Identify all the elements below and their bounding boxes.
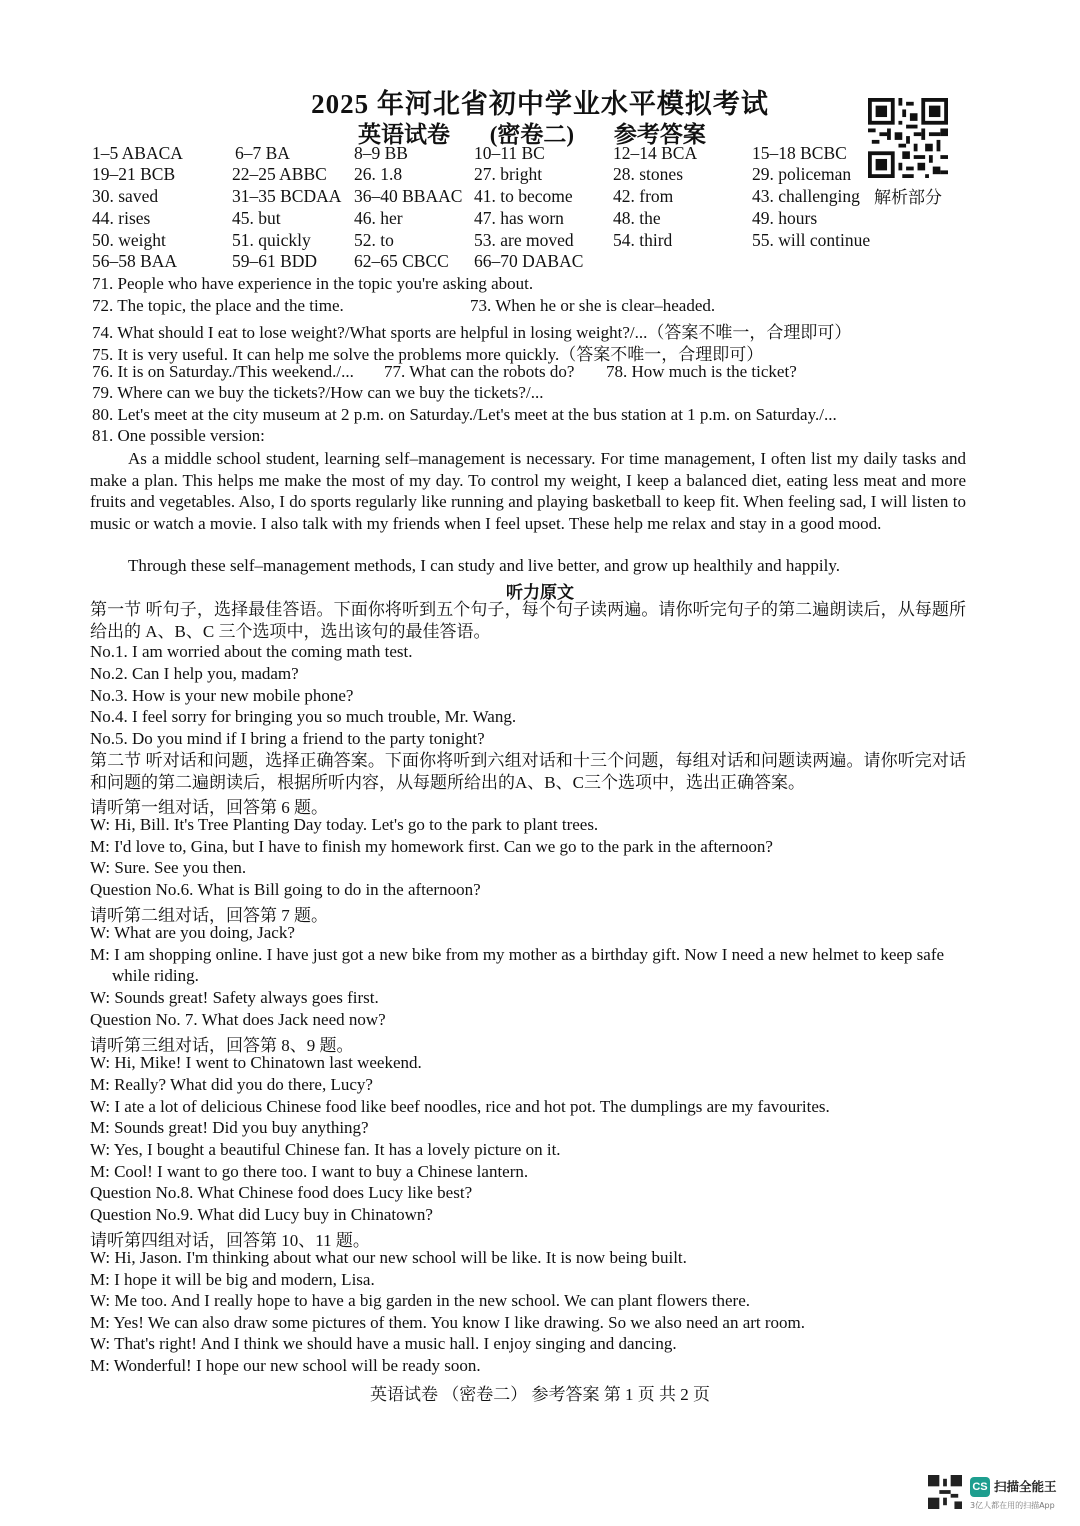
transcript-line: 请听第一组对话，回答第 6 题。 <box>90 798 328 817</box>
answer-74: 74. What should I eat to lose weight?/What sports are helpful in losing weight?/...（答案不唯一，合理即可） <box>92 323 852 342</box>
page-title: 2025 年河北省初中学业水平模拟考试 <box>311 89 769 119</box>
scanner-logo-badge: CS <box>970 1477 990 1497</box>
answer-78: 78. How much is the ticket? <box>606 362 797 381</box>
transcript-line: No.1. I am worried about the coming math test. <box>90 642 413 661</box>
listening-heading: 听力原文 <box>506 583 574 602</box>
transcript-line: No.2. Can I help you, madam? <box>90 664 299 683</box>
transcript-line: W: What are you doing, Jack? <box>90 923 295 942</box>
transcript-line: 请听第三组对话，回答第 8、9 题。 <box>90 1036 354 1055</box>
transcript-line: W: That's right! And I think we should have a music hall. I enjoy singing and dancing. <box>90 1334 677 1353</box>
transcript-line: W: Sure. See you then. <box>90 858 247 877</box>
transcript-line: No.5. Do you mind if I bring a friend to the party tonight? <box>90 729 485 748</box>
essay-paragraph-1: As a middle school student, learning self–management is necessary. For time management, I often list my daily tasks and make a plan. This helps me make the most of my day. To control my weight, I keep a balanced diet, eating less meat and more fruits and vegetables. Also, I do sports regularly like running and playing basketball to keep fit. When feeling sad, I will listen to music or watch a movie. I also talk with my friends when I feel upset. These help me relax and stay in a good mood. <box>90 449 966 533</box>
listening-section-1: 第一节 听句子，选择最佳答语。下面你将听到五个句子，每个句子读两遍。请你听完句子的第二遍朗读后，从每题所给出的 A、B、C 三个选项中，选出该句的最佳答语。 <box>90 600 966 641</box>
watermark-qr-icon <box>928 1475 962 1509</box>
answer-item: 50. weight <box>92 230 166 250</box>
transcript-line: W: Sounds great! Safety always goes first. <box>90 988 379 1007</box>
transcript-line: M: Cool! I want to go there too. I want to buy a Chinese lantern. <box>90 1162 529 1181</box>
answer-item: 28. stones <box>613 164 683 184</box>
transcript-line: No.4. I feel sorry for bringing you so much trouble, Mr. Wang. <box>90 707 517 726</box>
transcript-line: W: Me too. And I really hope to have a big garden in the new school. We can plant flowers there. <box>90 1291 751 1310</box>
answer-item: 12–14 BCA <box>613 143 698 163</box>
answer-item: 62–65 CBCC <box>354 251 449 271</box>
answer-71: 71. People who have experience in the topic you're asking about. <box>92 274 534 293</box>
answer-item: 66–70 DABAC <box>474 251 584 271</box>
answer-81: 81. One possible version: <box>92 426 265 445</box>
answer-item: 30. saved <box>92 186 159 206</box>
page-footer: 英语试卷 （密卷二） 参考答案 第 1 页 共 2 页 <box>370 1385 710 1404</box>
answer-item: 26. 1.8 <box>354 164 403 184</box>
answer-item: 15–18 BCBC <box>752 143 847 163</box>
answer-item: 8–9 BB <box>354 143 408 163</box>
answer-item: 42. from <box>613 186 674 206</box>
transcript-line: W: Hi, Bill. It's Tree Planting Day today. Let's go to the park to plant trees. <box>90 815 599 834</box>
transcript-line: M: Really? What did you do there, Lucy? <box>90 1075 373 1094</box>
answer-72: 72. The topic, the place and the time. <box>92 296 344 315</box>
subtitle-paper: (密卷二) <box>489 122 575 147</box>
answer-80: 80. Let's meet at the city museum at 2 p.m. on Saturday./Let's meet at the bus station at 1 p.m. on Saturday./... <box>92 405 837 424</box>
answer-item: 29. policeman <box>752 164 852 184</box>
transcript-line: Question No.6. What is Bill going to do in the afternoon? <box>90 880 481 899</box>
answer-73: 73. When he or she is clear–headed. <box>470 296 716 315</box>
answer-item: 19–21 BCB <box>92 164 176 184</box>
answer-item: 36–40 BBAAC <box>354 186 463 206</box>
answer-item: 49. hours <box>752 208 818 228</box>
answer-item: 41. to become <box>474 186 573 206</box>
transcript-line: Question No.8. What Chinese food does Lucy like best? <box>90 1183 473 1202</box>
answer-item: 55. will continue <box>752 230 871 250</box>
scanner-tagline: 3亿人都在用的扫描App <box>970 1501 1055 1510</box>
transcript-line: W: Yes, I bought a beautiful Chinese fan. It has a lovely picture on it. <box>90 1140 561 1159</box>
answer-item: 45. but <box>232 208 281 228</box>
answer-item: 1–5 ABACA <box>92 143 183 163</box>
essay-paragraph-2: Through these self–management methods, I can study and live better, and grow up healthily and happily. <box>128 556 841 575</box>
answer-item: 31–35 BCDAA <box>232 186 342 206</box>
subtitle-answer: 参考答案 <box>613 122 706 147</box>
transcript-line: Question No.9. What did Lucy buy in Chinatown? <box>90 1205 433 1224</box>
answer-item: 52. to <box>354 230 394 250</box>
transcript-line: 请听第四组对话，回答第 10、11 题。 <box>90 1231 370 1250</box>
answer-item: 43. challenging <box>752 186 860 206</box>
answer-79: 79. Where can we buy the tickets?/How can we buy the tickets?/... <box>92 383 544 402</box>
answer-item: 48. the <box>613 208 661 228</box>
answer-item: 47. has worn <box>474 208 564 228</box>
transcript-line: M: I hope it will be big and modern, Lisa. <box>90 1270 375 1289</box>
answer-item: 54. third <box>613 230 673 250</box>
answer-item: 59–61 BDD <box>232 251 318 271</box>
subtitle-subject: 英语试卷 <box>358 122 450 147</box>
transcript-line: No.3. How is your new mobile phone? <box>90 686 354 705</box>
answer-76: 76. It is on Saturday./This weekend./... <box>92 362 354 381</box>
answer-item: 6–7 BA <box>235 143 290 163</box>
qr-caption: 解析部分 <box>874 188 942 207</box>
listening-section-2: 第二节 听对话和问题，选择正确答案。下面你将听到六组对话和十三个问题，每组对话和问题读两遍。请你听完对话和问题的第二遍朗读后，根据所听内容，从每题所给出的A、B、C三个选项中，选出正确答案。 <box>90 751 966 792</box>
answer-item: 51. quickly <box>232 230 311 250</box>
answer-item: 44. rises <box>92 208 151 228</box>
answer-item: 46. her <box>354 208 403 228</box>
transcript-line: M: Yes! We can also draw some pictures of them. You know I like drawing. So we also need an art room. <box>90 1313 806 1332</box>
transcript-line: M: I am shopping online. I have just got a new bike from my mother as a birthday gift. Now I need a new helmet to keep safe <box>90 945 945 964</box>
answer-item: 53. are moved <box>474 230 574 250</box>
transcript-line: 请听第二组对话，回答第 7 题。 <box>90 906 328 925</box>
transcript-line: Question No. 7. What does Jack need now? <box>90 1010 386 1029</box>
scanner-app-name: 扫描全能王 <box>994 1479 1057 1494</box>
transcript-line: W: Hi, Jason. I'm thinking about what our new school will be like. It is now being built. <box>90 1248 687 1267</box>
answer-77: 77. What can the robots do? <box>384 362 575 381</box>
transcript-line: while riding. <box>112 966 199 985</box>
transcript-line: M: Sounds great! Did you buy anything? <box>90 1118 369 1137</box>
answer-item: 27. bright <box>474 164 543 184</box>
transcript-line: M: I'd love to, Gina, but I have to finish my homework first. Can we go to the park in the afternoon? <box>90 837 773 856</box>
answer-item: 56–58 BAA <box>92 251 178 271</box>
answer-75: 75. It is very useful. It can help me solve the problems more quickly.（答案不唯一，合理即可） <box>92 345 764 364</box>
answer-item: 22–25 ABBC <box>232 164 327 184</box>
transcript-line: W: I ate a lot of delicious Chinese food like beef noodles, rice and hot pot. The dumplings are my favourites. <box>90 1097 830 1116</box>
transcript-line: M: Wonderful! I hope our new school will be ready soon. <box>90 1356 481 1375</box>
qr-code-icon <box>868 98 948 178</box>
transcript-line: W: Hi, Mike! I went to Chinatown last weekend. <box>90 1053 422 1072</box>
answer-item: 10–11 BC <box>474 143 545 163</box>
